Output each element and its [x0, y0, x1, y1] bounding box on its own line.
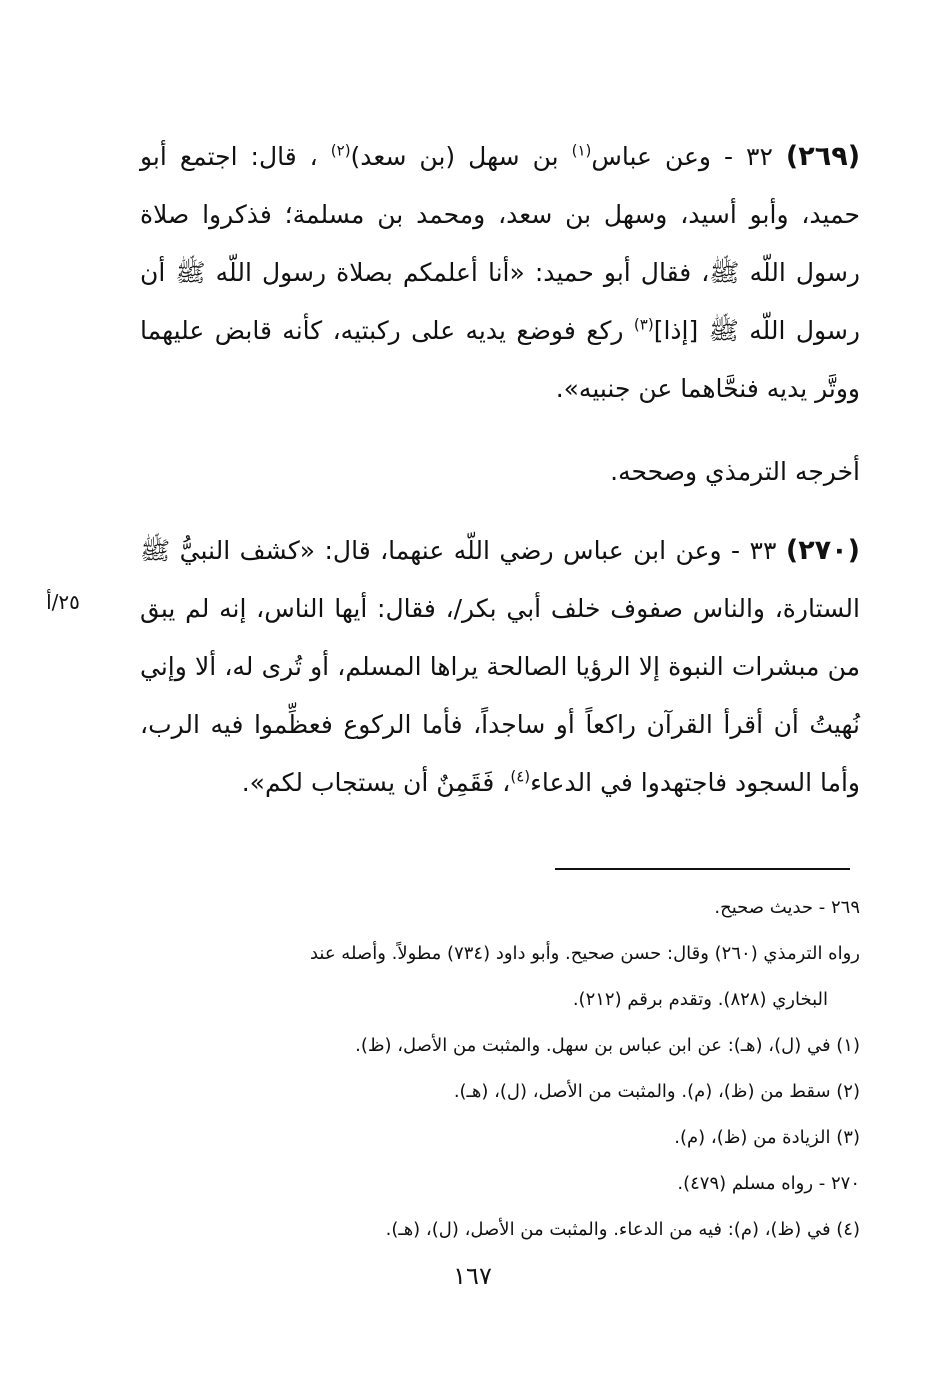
- hadith-269-number: (٢٦٩): [785, 141, 861, 172]
- hadith-270-paragraph: [140, 522, 860, 812]
- footnote-ref-4: (٤): [510, 767, 531, 786]
- hadith-269-seq: ٣٢ - وعن عباس: [591, 142, 773, 171]
- footnote-2: (٢) سقط من (ظ)، (م). والمثبت من الأصل، (ل)، (هـ).: [453, 1081, 860, 1102]
- footnote-ref-2: (٢): [330, 141, 351, 160]
- footnote-4: (٤) في (ظ)، (م): فيه من الدعاء. والمثبت من الأصل، (ل)، (هـ).: [385, 1219, 860, 1240]
- note-269-takhrij-line-2: البخاري (٨٢٨). وتقدم برقم (٢١٢).: [572, 989, 828, 1010]
- hadith-269-text-3: ركع فوضع يديه على ركبتيه، كأنه قابض عليهما ووتَّر يديه فنحَّاهما عن جنبيه».: [140, 316, 860, 403]
- hadith-269-text-1: بن سهل (بن سعد): [350, 142, 559, 171]
- manuscript-folio-marker: ٢٥/أ: [46, 590, 80, 614]
- page-number: ١٦٧: [453, 1262, 492, 1290]
- footnote-separator: [555, 868, 850, 870]
- hadith-270-text-2: ، فَقَمِنٌ أن يستجاب لكم».: [241, 768, 511, 797]
- footnote-1: (١) في (ل)، (هـ): عن ابن عباس بن سهل. والمثبت من الأصل، (ظ).: [355, 1035, 860, 1056]
- hadith-269-takhrij: أخرجه الترمذي وصححه.: [610, 457, 860, 486]
- footnote-ref-3: (٣): [633, 315, 654, 334]
- footnote-ref-1: (١): [571, 141, 592, 160]
- footnote-3: (٣) الزيادة من (ظ)، (م).: [674, 1127, 860, 1148]
- note-270: ٢٧٠ - رواه مسلم (٤٧٩).: [677, 1173, 860, 1194]
- hadith-269-paragraph: [140, 128, 860, 418]
- hadith-270-text-1: ٣٣ - وعن ابن عباس رضي اللّه عنهما، قال: «كشف النبيُّ ﷺ الستارة، والناس صفوف خلف أبي بكر/، فقال: أيها الناس، إنه لم يبق من مبشرات النبوة إلا الرؤيا الصالحة يراها المسلم، أو تُرى له، ألا وإني نُهيتُ أن أقرأ القرآن راكعاً أو ساجداً، فأما الركوع فعظِّموا فيه الرب، وأما السجود فاجتهدوا في الدعاء: [140, 536, 860, 797]
- hadith-269-text-2: ، قال: اجتمع أبو حميد، وأبو أسيد، وسهل بن سعد، ومحمد بن مسلمة؛ فذكروا صلاة رسول اللّه ﷺ، فقال أبو حميد: «أنا أعلمكم بصلاة رسول اللّه ﷺ أن رسول اللّه ﷺ [إذا]: [140, 142, 860, 345]
- note-269-grade: ٢٦٩ - حديث صحيح.: [714, 897, 860, 918]
- footnotes-block: [140, 885, 860, 1253]
- note-269-takhrij-line-1: رواه الترمذي (٢٦٠) وقال: حسن صحيح. وأبو داود (٧٣٤) مطولاً. وأصله عند: [309, 943, 860, 964]
- hadith-270-number: (٢٧٠): [785, 535, 860, 566]
